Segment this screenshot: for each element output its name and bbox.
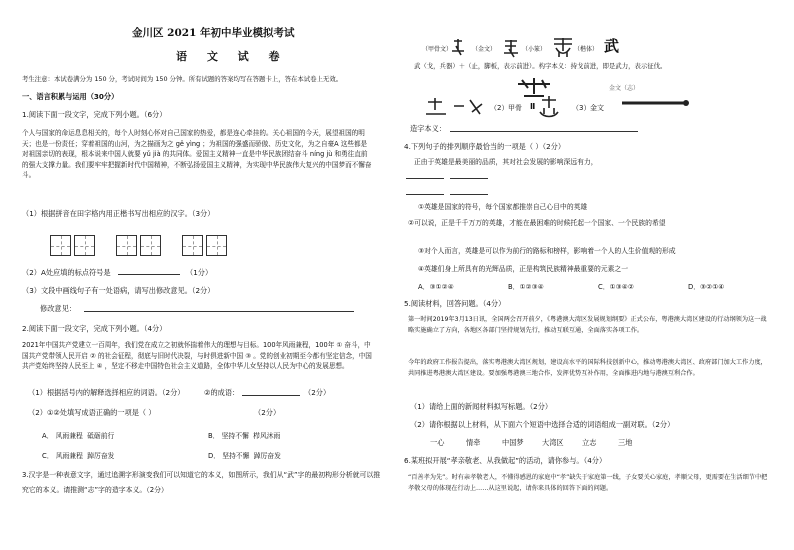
answer-blank[interactable] — [118, 274, 180, 275]
passage-5b: 今年的政府工作报告提出，落实粤港澳大湾区规划，建设高水平的国际科技创新中心，推动粤港澳大湾区、政府部门加大工作力度，共同推进粤港澳大湾区建设。要加强粤港澳三地合作，发挥优势互补作用，全面推进内地与港澳互利合作。 — [408, 359, 767, 377]
sentence-4: ④英雄们身上所具有的光辉品质，正是构筑民族精神最重要的元素之一 — [418, 265, 628, 273]
question-5-1: （1）请给上面的新闻材料拟写标题。（2分） — [410, 402, 553, 411]
word-bank-item: 情牵 — [466, 438, 481, 447]
answer-blank[interactable] — [450, 178, 488, 179]
option-a[interactable] — [42, 430, 114, 440]
question-1-1: （1）根据拼音在田字格内用正楷书写出相应的汉字。（3分） — [22, 209, 215, 218]
option-text: 风雨兼程 — [55, 432, 83, 440]
question-2-1: （1）根据括号内的解释选择相应的词语。（2分） — [28, 388, 185, 397]
left-column — [22, 0, 390, 550]
question-1: 1.阅读下面一段文字，完成下列小题。（6分） — [22, 110, 167, 119]
option-text: 踔厉奋发 — [87, 452, 115, 460]
word-bank-item: 大湾区 — [542, 438, 564, 447]
option-c[interactable]: C．①③④② — [598, 283, 634, 291]
option-key: D． — [208, 452, 221, 460]
answer-blank[interactable] — [242, 395, 300, 396]
zhi-meaning-answer-line[interactable] — [450, 131, 638, 132]
brush-stroke-icon — [620, 96, 690, 110]
option-a[interactable]: A．③①②④ — [418, 283, 454, 291]
question-2-2: （2）①②处填写成语正确的一项是（ ） — [28, 408, 156, 417]
question-4: 4.下列句子的排列顺序最恰当的一项是（ ）（2分） — [404, 142, 566, 151]
writing-box[interactable] — [206, 235, 227, 256]
sentence-1: ①英雄是国家的符号，每个国家都推崇自己心目中的英雄 — [418, 203, 588, 211]
zhi-caption: 金文（志） — [609, 85, 640, 92]
writing-box[interactable] — [140, 235, 161, 256]
option-text: 踔厉奋发 — [253, 452, 281, 460]
zhi-meaning-label: 造字本义： — [410, 124, 446, 133]
question-5-2: （2）请你根据以上材料，从下面六个短语中选择合适的词语组成一副对联。（2分） — [410, 420, 675, 429]
option-text: 坚持不懈 — [221, 432, 249, 440]
question-2-1-points: （2分） — [304, 388, 331, 397]
answer-blank[interactable] — [406, 178, 444, 179]
question-2-2-points: （2分） — [254, 408, 281, 417]
option-key: C． — [42, 452, 54, 460]
glyph-label: （楷体） — [574, 46, 599, 53]
glyph-description: 武（戈，兵器）＋（止，脚板，表示前进）。构字本义：持戈前进，即是武力，表示征伐。 — [414, 62, 667, 70]
option-text: 砥砺前行 — [87, 432, 115, 440]
question-2: 2.阅读下面一段文字，完成下列小题。（4分） — [22, 324, 167, 333]
revision-answer-line[interactable] — [84, 311, 354, 312]
question-2-1-answer-label: ②的成语： — [204, 388, 240, 397]
answer-blank[interactable] — [406, 194, 444, 195]
question-1-2-points: （1分） — [186, 268, 213, 277]
option-b[interactable] — [208, 430, 280, 440]
passage-6: “百善孝为先”。时有亲孝敬老人，不懂得感恩的家庭中“孝”缺失于家庭第一线，子女要关心家庭，孝顺父母，更需要在生活细节中把孝敬父母的体现在行动上……从这里说起，请你来具体的回答下面的问题。 — [408, 474, 768, 492]
answer-blank[interactable] — [450, 194, 488, 195]
passage-5: 第一时间2019年3月13日讯，全国两会召开前夕，《粤港澳大湾区发展规划纲要》正式公布，粤港澳大湾区建设的行动纲领为这一战略实施确立了方向，各地区各部门坚持规划先行，推动互联互通，全面落实各项工作。 — [408, 316, 767, 334]
option-key: B． — [208, 432, 220, 440]
option-c[interactable] — [42, 450, 114, 460]
zhi-bronze-glyph-icon — [536, 94, 562, 120]
passage-4: 正由于英雄是最美丽的品质，其对社会发展的影响深远有力， — [414, 158, 598, 166]
option-text: 栉风沐雨 — [253, 432, 281, 440]
option-d[interactable] — [208, 450, 281, 460]
word-bank-item: 三地 — [618, 438, 633, 447]
sentence-3: ③对个人而言，英雄是可以作为前行的路标和榜样，影响着一个人的人生价值观的形成 — [418, 247, 676, 255]
section-heading: 一、语言积累与运用（30分） — [22, 92, 119, 101]
glyph-label: （甲骨文） — [422, 46, 453, 53]
option-text: 坚持不懈 — [222, 452, 250, 460]
option-b[interactable]: B．①②③④ — [508, 283, 544, 291]
word-bank-item: 立志 — [582, 438, 597, 447]
question-1-3: （3）文段中画线句子有一处语病，请写出修改意见。（2分） — [22, 286, 215, 295]
question-1-2: （2）A处应填的标点符号是 — [22, 268, 111, 277]
sentence-2: ②可以说，正是千千万万的英雄，才能在最困难的时候托起一个国家、一个民族的希望 — [408, 219, 666, 227]
oracle-bone-glyph-icon — [448, 37, 470, 59]
option-d[interactable]: D．③②①④ — [688, 283, 725, 291]
bronze-glyph-icon — [500, 37, 522, 59]
glyph-label: （小篆） — [522, 46, 547, 53]
revision-label: 修改意见： — [40, 304, 76, 313]
question-6: 6.某班拟开展“孝亲敬老、从我做起”的活动，请你参与。（4分） — [404, 456, 607, 465]
exam-title: 金川区 2021 年初中毕业模拟考试 — [132, 27, 295, 39]
writing-box[interactable] — [74, 235, 95, 256]
writing-box[interactable] — [50, 235, 71, 256]
zhi-word: 金文 — [590, 104, 604, 112]
question-3: 3.汉字是一种表意文字，通过追溯字形演变我们可以知道它的本义，如图所示，我们从“武”字的最初构形分析就可以推究它的本义。请推测“志”字的造字本义。（2分） — [22, 471, 381, 494]
word-bank-item: 中国梦 — [502, 438, 524, 447]
seal-glyph-icon — [550, 35, 576, 59]
exam-subject: 语 文 试 卷 — [176, 50, 288, 63]
passage-2: 2021年中国共产党建立一百周年，我们党在成立之初就怀揣着伟大的理想与目标。100年风雨兼程，100年 ① 奋斗，中国共产党带领人民开启 ② 的社会征程，彻底与旧时代决裂，与时俱进新中国 ③ 。党的创业初期至今都有坚定信念，中国共产党始终坚持人民至上 ④ ，坚定不移走中国特色社会主义道路，全体中华儿女坚持以人民为中心的发展思想。 — [22, 341, 372, 370]
zhi-glyph-icon — [424, 96, 484, 120]
question-5: 5.阅读材料，回答问题。（4分） — [404, 299, 506, 308]
exam-notice: 考生注意：本试卷满分为 150 分，考试时间为 150 分钟。所有试题的答案均写在答题卡上，答在本试卷上无效。 — [22, 75, 343, 83]
writing-box[interactable] — [182, 235, 203, 256]
option-text: 风雨兼程 — [55, 452, 83, 460]
regular-script-glyph: 武 — [604, 37, 620, 55]
zhi-index: Ⅱ — [530, 102, 536, 111]
glyph-label: （金文） — [472, 46, 497, 53]
zhi-label: （2） — [490, 104, 509, 112]
zhi-word: 甲骨 — [508, 104, 522, 112]
zhi-label: （3） — [572, 104, 591, 112]
word-bank-item: 一心 — [430, 438, 445, 447]
option-key: A． — [42, 432, 54, 440]
passage-1: 个人与国家的命运息息相关的，每个人时刻心怀对自己国家的热爱，都是连心牵挂的。关心祖国的今天，展望祖国的明天；也是一份责任；穿着祖国的山河，为之描画为之 gě yìng ；为祖国的强盛而骄傲、历史文化，为之自豪A 这些都是对祖国亲切的表现，根本说来中国人就要 yǔ jià 的共同体。爱国主义精神一直是中华民族团结奋斗 níng jù 和勇往直前的强大支撑力量。我们要牢牢把握新时代中国精神，不断弘扬爱国主义精神，为实现中华民族伟大复兴的中国梦而不懈奋斗。 — [22, 129, 372, 179]
right-column — [404, 0, 776, 550]
writing-box[interactable] — [116, 235, 137, 256]
tianzige-grid — [50, 235, 227, 256]
